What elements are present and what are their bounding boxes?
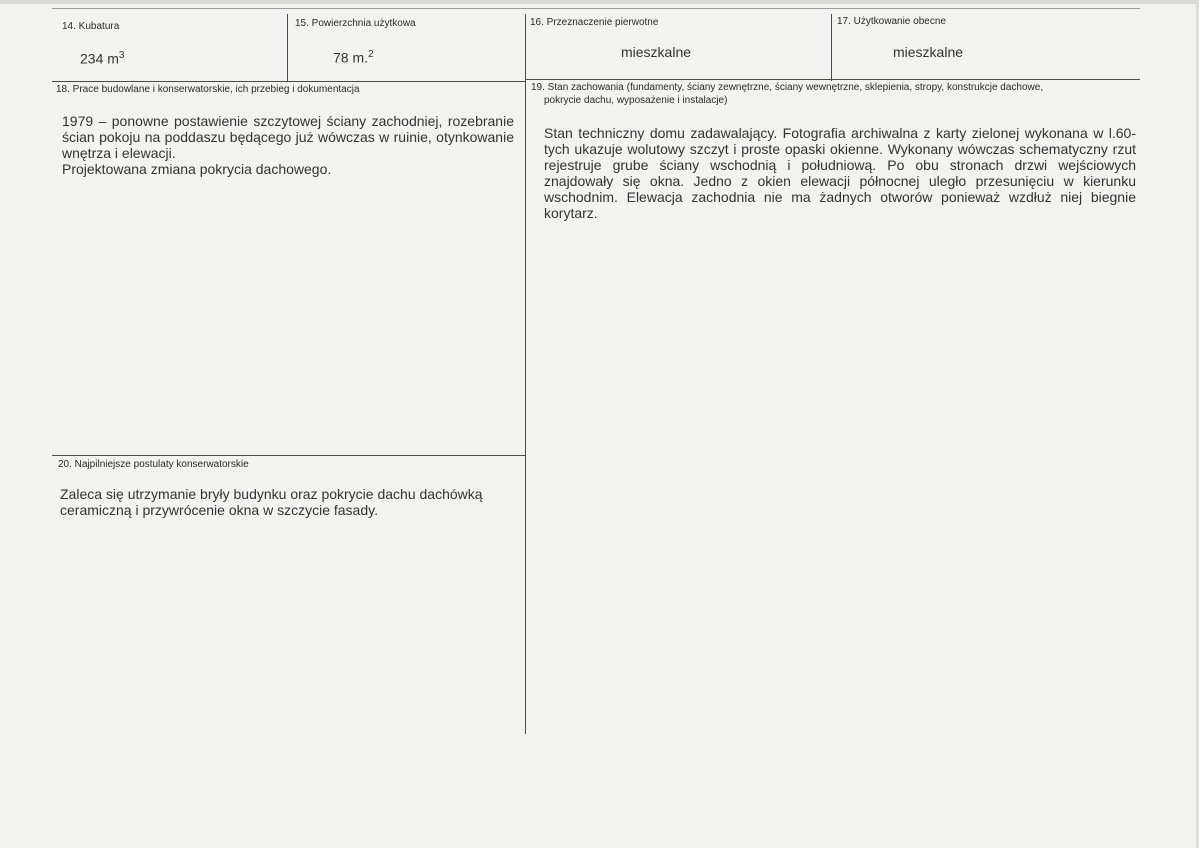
field-18-text <box>62 113 514 177</box>
divider-14-15 <box>287 14 288 81</box>
divider-16-17 <box>831 14 832 81</box>
field-14-label: 14. Kubatura <box>62 21 120 32</box>
field-15-label: 15. Powierzchnia użytkowa <box>295 18 416 29</box>
field-19-label: 19. Stan zachowania (fundamenty, ściany zewnętrzne, ściany wewnętrzne, sklepienia, stropy, konstrukcje dachowe, <box>531 82 1044 93</box>
field-15-value: 78 m.$^2$ <box>333 49 374 66</box>
field-16-value: mieszkalne <box>621 44 692 60</box>
field-19-text <box>544 125 1136 221</box>
field-17-label: 17. Użytkowanie obecne <box>837 16 946 27</box>
row-divider-left <box>52 81 526 82</box>
field-16-label: 16. Przeznaczenie pierwotne <box>530 17 659 28</box>
row-divider-20 <box>52 455 526 456</box>
top-border <box>52 8 1140 9</box>
field-18-paragraph: 1979 – ponowne postawienie szczytowej ściany zachodniej, rozebranie ścian pokoju na poddaszu będącego już wówczas w ruinie, otynkowanie wnętrza i elewacji. <box>62 113 514 161</box>
field-14-value: 234 $m^3$ <box>80 50 125 67</box>
field-17-value: mieszkalne <box>893 44 964 60</box>
row-divider-right <box>526 79 1140 80</box>
page-edge-top <box>0 0 1199 4</box>
field-18-label: 18. Prace budowlane i konserwatorskie, ich przebieg i dokumentacja <box>56 84 360 95</box>
divider-main <box>525 14 526 734</box>
field-20-text <box>60 486 496 518</box>
field-18-paragraph-2: Projektowana zmiana pokrycia dachowego. <box>62 161 332 177</box>
field-19-paragraph: Stan techniczny domu zadawalający. Fotografia archiwalna z karty zielonej wykonana w l.60-tych ukazuje wolutowy szczyt i proste opaski okienne. Wykonany wówczas schematyczny rzut rejestruje grube ściany wschodnią i południową. Po obu stronach drzwi wejściowych znajdowały się okna. Jedno z okien elewacji północnej uległo przesunięciu w kierunku wschodnim. Elewacja zachodnia nie ma żadnych otworów ponieważ wzdłuż niej biegnie korytarz. <box>544 125 1136 221</box>
field-19-label-line2: pokrycie dachu, wyposażenie i instalacje) <box>544 95 728 106</box>
field-20-label: 20. Najpilniejsze postulaty konserwatorskie <box>58 459 249 470</box>
field-20-paragraph: Zaleca się utrzymanie bryły budynku oraz pokrycie dachu dachówką ceramiczną i przywrócenie okna w szczycie fasady. <box>60 486 483 518</box>
